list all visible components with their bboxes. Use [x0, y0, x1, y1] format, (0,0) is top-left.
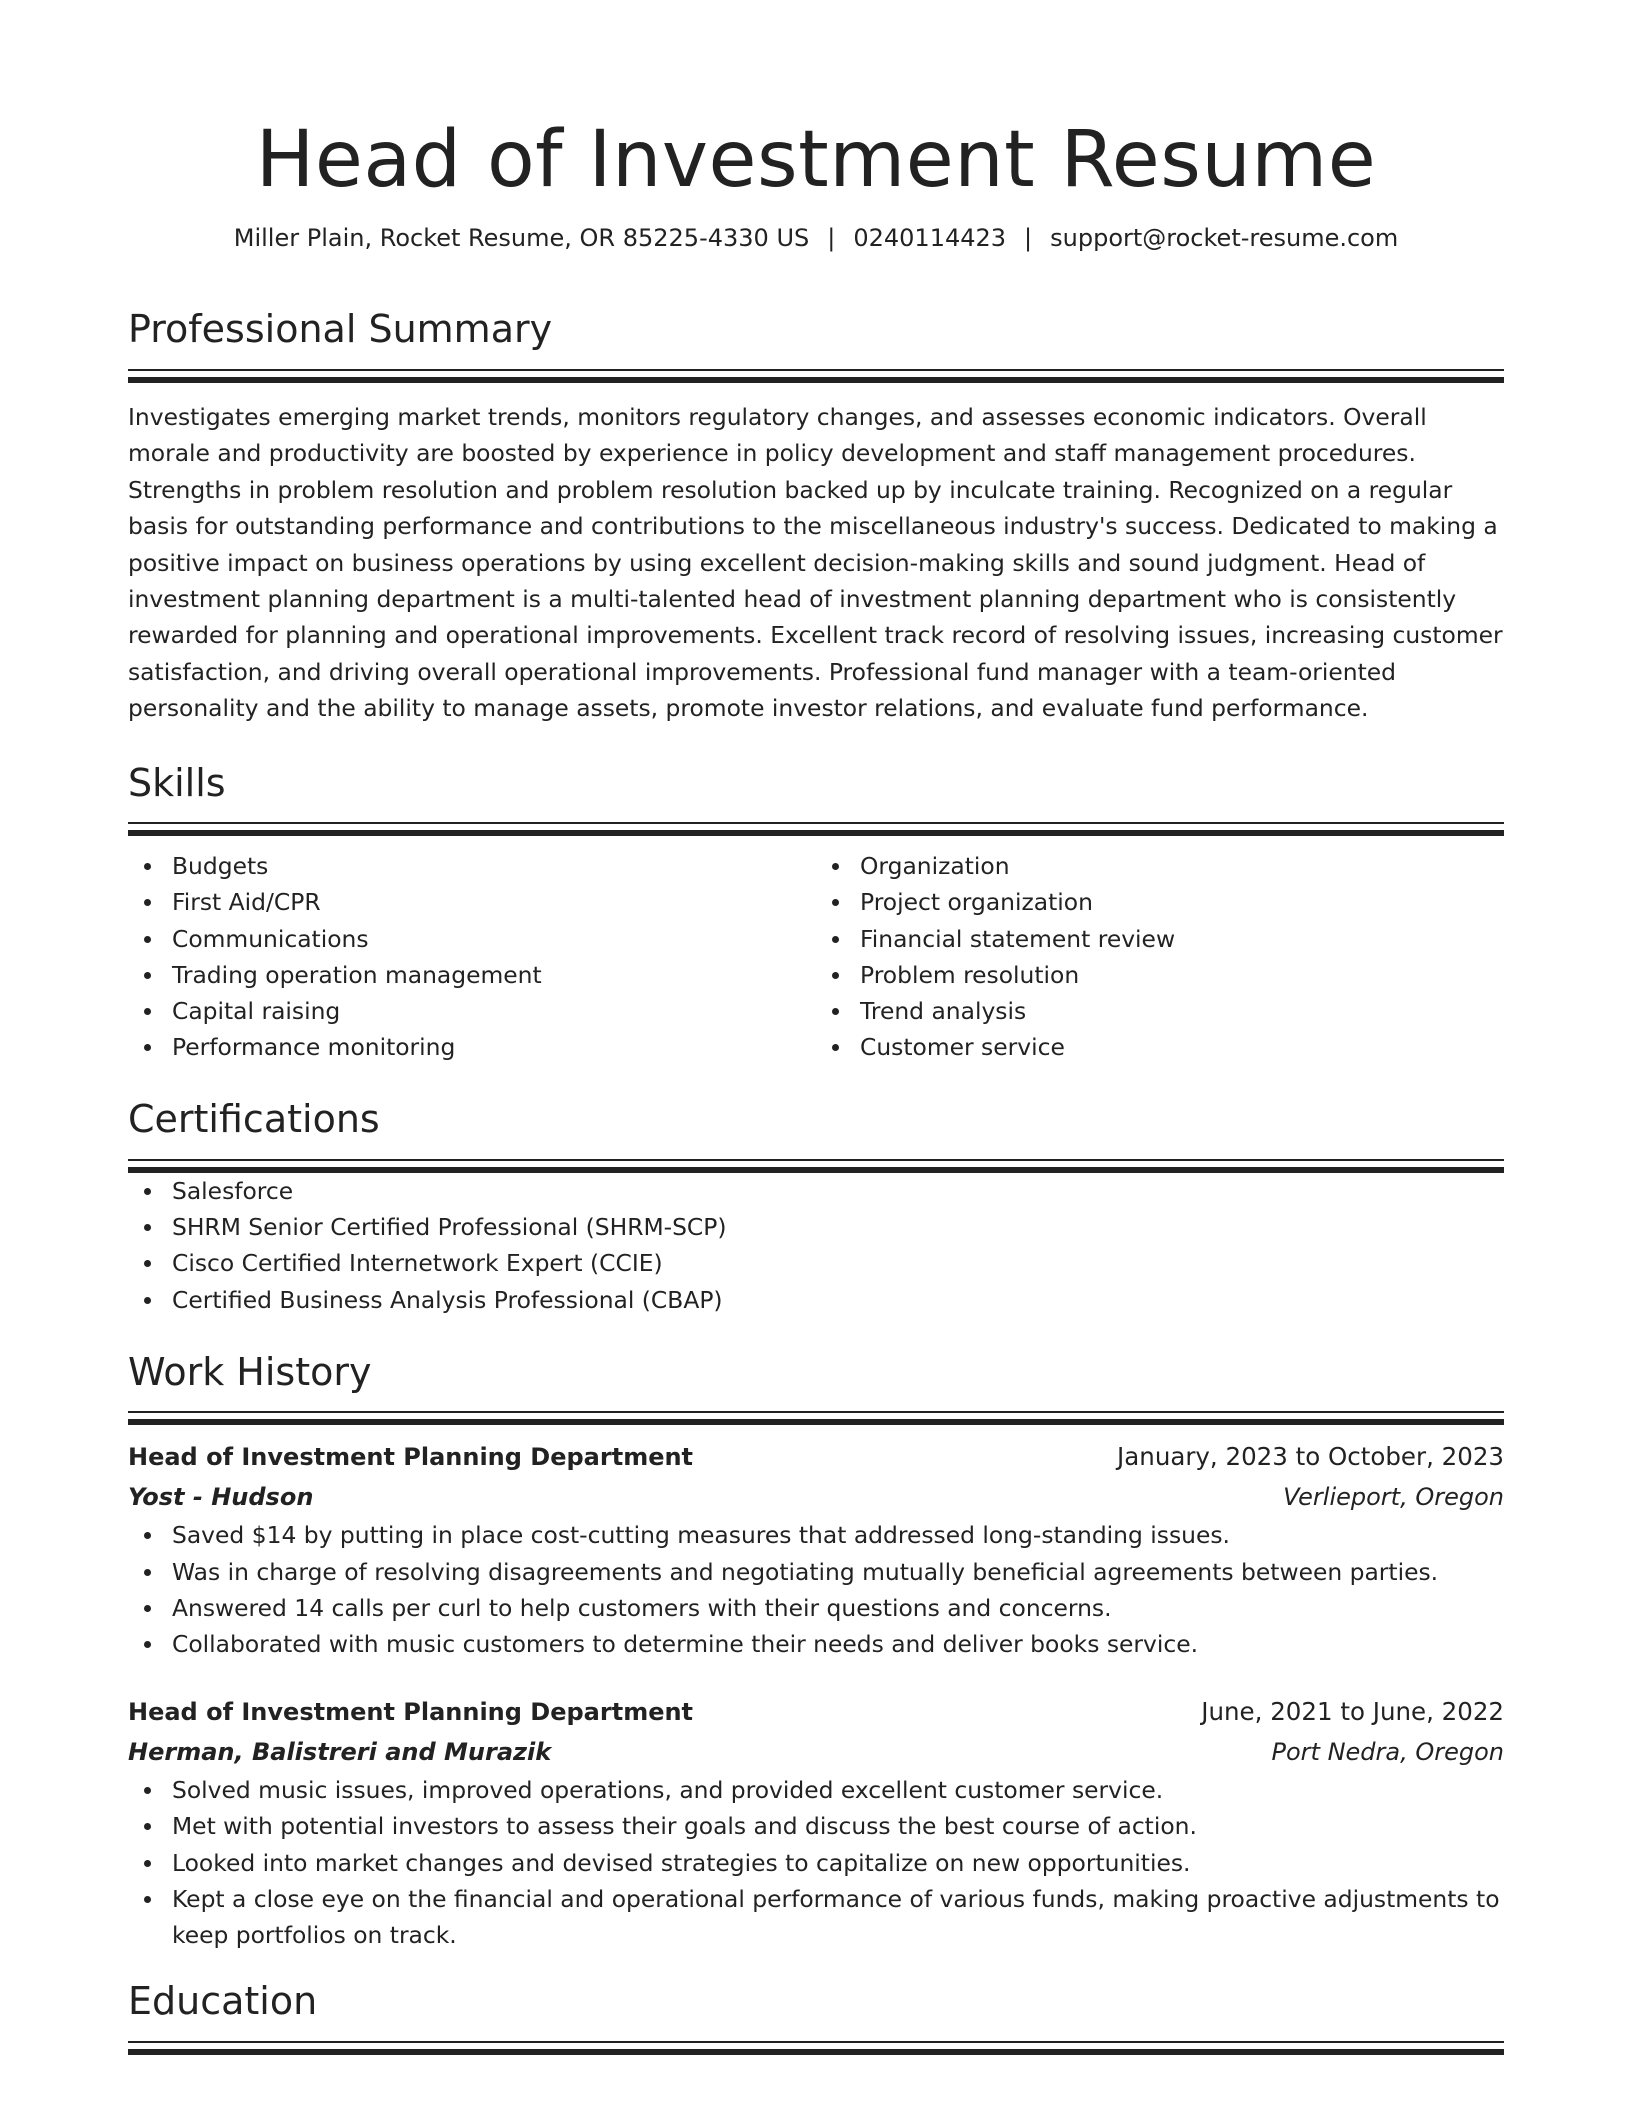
section-heading-certifications: Certifications	[128, 1097, 380, 1142]
job-bullet-list	[128, 1772, 1504, 1953]
job-bullet: Met with potential investors to assess their goals and discuss the best course of action.	[128, 1808, 1504, 1844]
job-company: Herman, Balistreri and Murazik	[128, 1738, 552, 1767]
job-bullet: Looked into market changes and devised strategies to capitalize on new opportunities.	[128, 1845, 1504, 1881]
job-bullet: Saved $14 by putting in place cost-cutting measures that addressed long-standing issues.	[128, 1517, 1504, 1553]
section-heading-education: Education	[128, 1979, 318, 2024]
section-education	[128, 1979, 1504, 2055]
skill-item: Performance monitoring	[128, 1029, 816, 1065]
section-divider	[128, 2041, 1504, 2055]
skill-item: Project organization	[816, 884, 1504, 920]
job-bullet: Answered 14 calls per curl to help customers with their questions and concerns.	[128, 1590, 1504, 1626]
section-skills	[128, 761, 1504, 1066]
section-divider	[128, 1411, 1504, 1425]
contact-line	[128, 222, 1504, 256]
job-company-row	[128, 1477, 1504, 1517]
job-header-row	[128, 1692, 1504, 1732]
section-divider	[128, 369, 1504, 383]
certifications-list	[128, 1173, 1504, 1318]
job-location: Verlieport, Oregon	[1283, 1483, 1504, 1512]
section-divider	[128, 822, 1504, 836]
job-company: Yost - Hudson	[128, 1483, 314, 1512]
job-header-row	[128, 1437, 1504, 1477]
skill-item: Trend analysis	[816, 993, 1504, 1029]
job-location: Port Nedra, Oregon	[1271, 1738, 1504, 1767]
page-title: Head of Investment Resume	[255, 115, 1377, 205]
job-title: Head of Investment Planning Department	[128, 1698, 694, 1727]
section-heading-summary: Professional Summary	[128, 307, 553, 352]
contact-separator: |	[827, 223, 836, 252]
contact-phone: 0240114423	[853, 223, 1007, 252]
contact-email: support@rocket-resume.com	[1050, 223, 1399, 252]
job-dates: January, 2023 to October, 2023	[1117, 1442, 1504, 1472]
skill-item: Trading operation management	[128, 957, 816, 993]
skill-item: First Aid/CPR	[128, 884, 816, 920]
skills-list-right	[816, 848, 1504, 1065]
certification-item: SHRM Senior Certified Professional (SHRM-SCP)	[128, 1209, 1504, 1245]
job-bullet-list	[128, 1517, 1504, 1662]
job-dates: June, 2021 to June, 2022	[1201, 1697, 1504, 1727]
contact-separator: |	[1024, 223, 1033, 252]
job-bullet: Kept a close eye on the financial and operational performance of various funds, making proactive adjustments to keep portfolios on track.	[128, 1881, 1504, 1953]
section-heading-skills: Skills	[128, 760, 226, 805]
skill-item: Capital raising	[128, 993, 816, 1029]
section-divider	[128, 1159, 1504, 1173]
skill-item: Organization	[816, 848, 1504, 884]
certification-item: Salesforce	[128, 1173, 1504, 1209]
job-company-row	[128, 1732, 1504, 1772]
certification-item: Certified Business Analysis Professional (CBAP)	[128, 1282, 1504, 1318]
skill-item: Financial statement review	[816, 921, 1504, 957]
section-certifications	[128, 1097, 1504, 1317]
job-entry	[128, 1437, 1504, 1662]
skill-item: Budgets	[128, 848, 816, 884]
job-bullet: Was in charge of resolving disagreements and negotiating mutually beneficial agreements between parties.	[128, 1554, 1504, 1590]
job-bullet: Collaborated with music customers to determine their needs and deliver books service.	[128, 1626, 1504, 1662]
job-title: Head of Investment Planning Department	[128, 1443, 694, 1472]
section-heading-work-history: Work History	[128, 1349, 372, 1394]
skills-list-left	[128, 848, 816, 1065]
skill-item: Problem resolution	[816, 957, 1504, 993]
section-professional-summary	[128, 307, 1504, 726]
skills-grid	[128, 848, 1504, 1065]
section-work-history	[128, 1350, 1504, 1953]
job-entry	[128, 1692, 1504, 1953]
summary-paragraph: Investigates emerging market trends, monitors regulatory changes, and assesses economic indicators. Overall morale and productivity are boosted by experience in policy development and staff management procedures. Strengths in problem resolution and problem resolution backed up by inculcate training. Recognized on a regular basis for outstanding performance and contributions to the miscellaneous industry's success. Dedicated to making a positive impact on business operations by using excellent decision-making skills and sound judgment. Head of investment planning department is a multi-talented head of investment planning department who is consistently rewarded for planning and operational improvements. Excellent track record of resolving issues, increasing customer satisfaction, and driving overall operational improvements. Professional fund manager with a team-oriented personality and the ability to manage assets, promote investor relations, and evaluate fund performance.	[128, 402, 1503, 723]
skill-item: Customer service	[816, 1029, 1504, 1065]
job-bullet: Solved music issues, improved operations, and provided excellent customer service.	[128, 1772, 1504, 1808]
skill-item: Communications	[128, 921, 816, 957]
contact-address: Miller Plain, Rocket Resume, OR 85225-4330 US	[233, 223, 810, 252]
certification-item: Cisco Certified Internetwork Expert (CCIE)	[128, 1245, 1504, 1281]
